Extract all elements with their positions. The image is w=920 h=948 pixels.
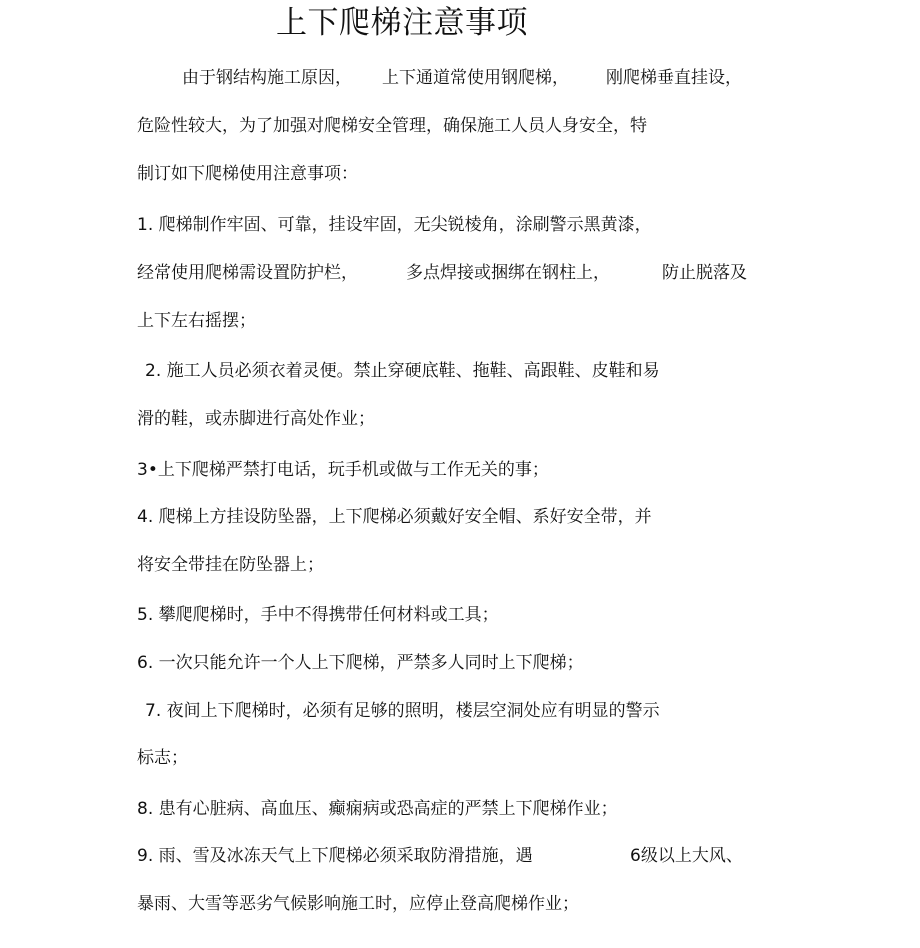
item-1-line-1: 1. 爬梯制作牢固、可靠，挂设牢固，无尖锐棱角，涂刷警示黑黄漆，: [137, 215, 652, 235]
item-6-line-1: 6. 一次只能允许一个人上下爬梯，严禁多人同时上下爬梯；: [137, 653, 584, 673]
intro-line-1-part-1: 由于钢结构施工原因，: [182, 68, 352, 88]
intro-line-3: 制订如下爬梯使用注意事项：: [137, 164, 358, 184]
item-5-line-1: 5. 攀爬爬梯时，手中不得携带任何材料或工具；: [137, 605, 499, 625]
item-2-line-1: 2. 施工人员必须衣着灵便。禁止穿硬底鞋、拖鞋、高跟鞋、皮鞋和易: [145, 361, 660, 381]
item-4-line-2: 将安全带挂在防坠器上；: [137, 555, 324, 575]
item-8-line-1: 8. 患有心脏病、高血压、癫痫病或恐高症的严禁上下爬梯作业；: [137, 799, 618, 819]
document-title: 上下爬梯注意事项: [276, 5, 528, 41]
item-2-line-2: 滑的鞋，或赤脚进行高处作业；: [137, 409, 375, 429]
intro-line-2: 危险性较大，为了加强对爬梯安全管理，确保施工人员人身安全，特: [137, 116, 647, 136]
item-4-line-1: 4. 爬梯上方挂设防坠器，上下爬梯必须戴好安全帽、系好安全带，并: [137, 507, 652, 527]
item-9-line-1-part-1: 9. 雨、雪及冰冻天气上下爬梯必须采取防滑措施，遇: [137, 846, 533, 866]
item-1-line-2-part-2: 多点焊接或捆绑在钢柱上，: [406, 263, 610, 283]
item-7-line-2: 标志；: [137, 748, 188, 768]
item-3-line-1: 3•上下爬梯严禁打电话，玩手机或做与工作无关的事；: [137, 460, 549, 480]
item-1-line-2-part-1: 经常使用爬梯需设置防护栏，: [137, 263, 358, 283]
item-9-line-1: [0, 845, 920, 867]
intro-line-1: [0, 67, 920, 89]
item-1-line-2-part-3: 防止脱落及: [662, 263, 747, 283]
item-7-line-1: 7. 夜间上下爬梯时，必须有足够的照明，楼层空洞处应有明显的警示: [145, 701, 660, 721]
item-1-line-2: [0, 262, 920, 284]
intro-line-1-part-2: 上下通道常使用钢爬梯，: [382, 68, 569, 88]
intro-line-1-part-3: 刚爬梯垂直挂设，: [606, 68, 742, 88]
item-9-line-1-part-2: 6级以上大风、: [630, 846, 743, 866]
item-9-line-2: 暴雨、大雪等恶劣气候影响施工时，应停止登高爬梯作业；: [137, 894, 579, 914]
item-1-line-3: 上下左右摇摆；: [137, 311, 256, 331]
